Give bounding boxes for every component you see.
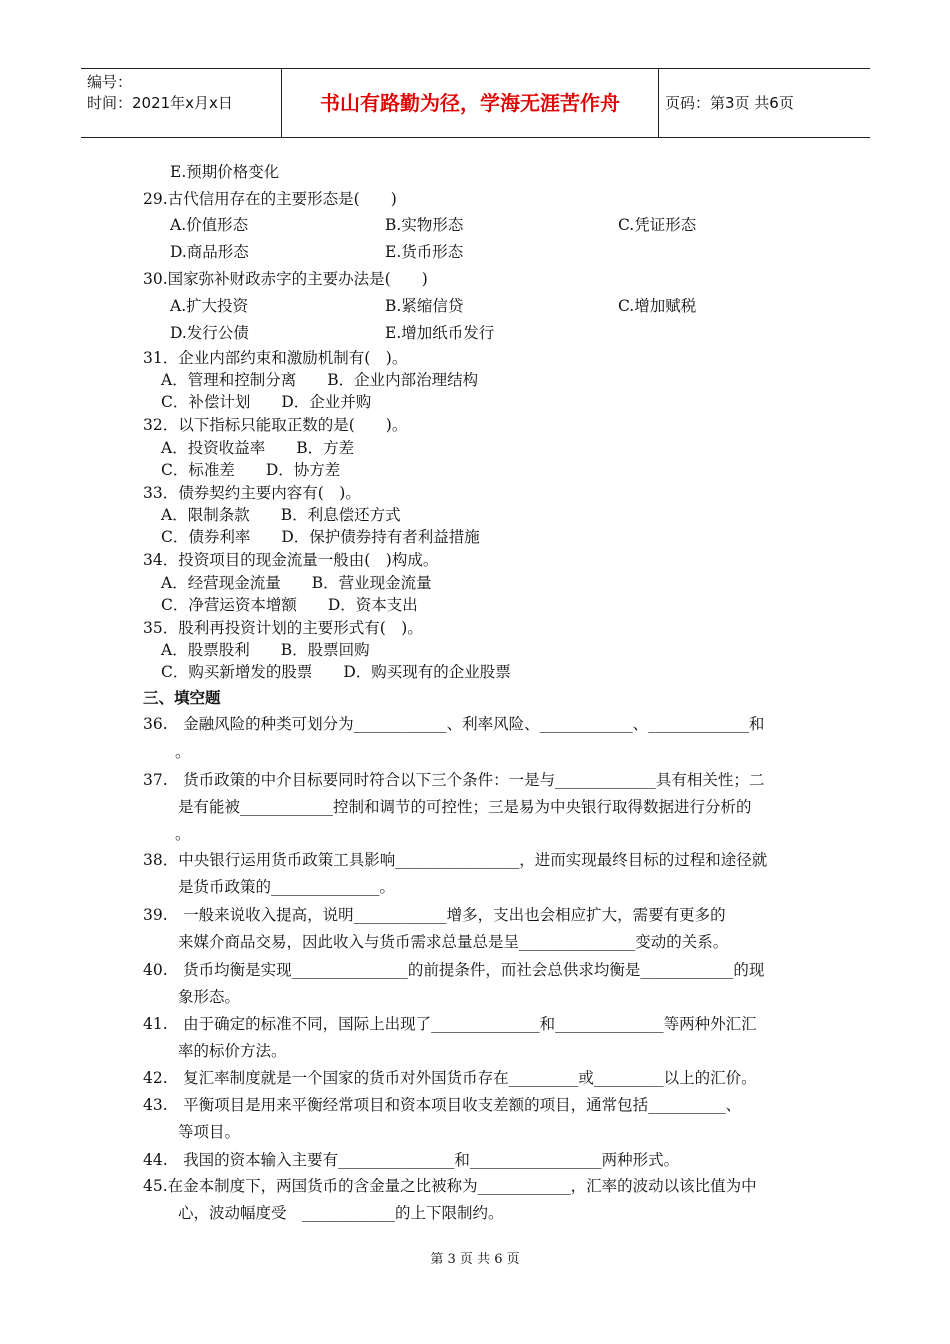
text-line: A．投资收益率 B．方差	[161, 439, 355, 457]
text-line: 心，波动幅度受 ____________的上下限制约。	[178, 1204, 504, 1222]
text-line: 29.古代信用存在的主要形态是( )	[143, 190, 397, 208]
text-line: 34．投资项目的现金流量一般由( )构成。	[143, 551, 439, 569]
text-line: 35．股利再投资计划的主要形式有( )。	[143, 619, 423, 637]
text-line: 。	[175, 825, 191, 843]
text-line: A．股票股利 B．股票回购	[161, 641, 370, 659]
text-line: 42. 复汇率制度就是一个国家的货币对外国货币存在_________或_________以上的汇价。	[143, 1069, 757, 1087]
text-line: C．补偿计划 D．企业并购	[161, 393, 372, 411]
text-line: C．债券利率 D．保护债券持有者利益措施	[161, 528, 480, 546]
text-line: C．购买新增发的股票 D．购买现有的企业股票	[161, 663, 511, 681]
text-line: 率的标价方法。	[178, 1042, 287, 1060]
text-line: 44. 我国的资本输入主要有_______________和_________________两种形式。	[143, 1151, 680, 1169]
text-line: 是货币政策的______________。	[178, 878, 396, 896]
text-line: 45.在金本制度下，两国货币的含金量之比被称为____________，汇率的波动以该比值为中	[143, 1177, 757, 1195]
text-line: 38．中央银行运用货币政策工具影响________________，进而实现最终目标的过程和途径就	[143, 851, 768, 869]
text-line: A.扩大投资	[170, 297, 249, 315]
text-line: A.价值形态	[170, 216, 249, 234]
text-line: 32．以下指标只能取正数的是( )。	[143, 416, 408, 434]
text-line: 33．债券契约主要内容有( )。	[143, 484, 361, 502]
text-line: D.商品形态	[170, 243, 249, 261]
text-line: 36. 金融风险的种类可划分为____________、利率风险、____________、_____________和	[143, 715, 765, 733]
text-line: C．标准差 D．协方差	[161, 461, 341, 479]
text-line: 41. 由于确定的标准不同，国际上出现了______________和______________等两种外汇汇	[143, 1015, 757, 1033]
text-line: C.凭证形态	[618, 216, 697, 234]
text-line: C.增加赋税	[618, 297, 697, 315]
text-line: 等项目。	[178, 1123, 241, 1141]
text-line: 30.国家弥补财政赤字的主要办法是( )	[143, 270, 428, 288]
header-meta	[81, 69, 282, 137]
text-line: 39. 一般来说收入提高，说明____________增多，支出也会相应扩大，需要有更多的	[143, 906, 726, 924]
text-line: A．经营现金流量 B．营业现金流量	[161, 574, 432, 592]
text-line: D.发行公债	[170, 324, 249, 342]
text-line: C．净营运资本增额 D．资本支出	[161, 596, 418, 614]
text-line: E.货币形态	[385, 243, 464, 261]
text-line: 来媒介商品交易，因此收入与货币需求总量总是呈_______________变动的关系。	[178, 933, 729, 951]
text-line: E.增加纸币发行	[385, 324, 495, 342]
header-motto: 书山有路勤为径，学海无涯苦作舟	[282, 69, 659, 137]
section-heading: 三、填空题	[143, 689, 221, 707]
header-page-label: 页码：第3页 共6页	[665, 94, 794, 112]
text-line: 31．企业内部约束和激励机制有( )。	[143, 349, 408, 367]
text-line: 象形态。	[178, 988, 241, 1006]
text-line: B.紧缩信贷	[385, 297, 464, 315]
text-line: A．限制条款 B．利息偿还方式	[161, 506, 401, 524]
text-line: A．管理和控制分离 B．企业内部治理结构	[161, 371, 479, 389]
text-line: 。	[175, 743, 191, 761]
page-header	[81, 68, 870, 138]
text-line: 40. 货币均衡是实现_______________的前提条件，而社会总供求均衡是____________的现	[143, 961, 765, 979]
text-line: E.预期价格变化	[170, 163, 280, 181]
date-label: 时间：2021年x月x日	[87, 94, 233, 112]
text-line: 43. 平衡项目是用来平衡经常项目和资本项目收支差额的项目，通常包括__________、	[143, 1096, 742, 1114]
text-line: 37. 货币政策的中介目标要同时符合以下三个条件：一是与_____________具有相关性；二	[143, 771, 765, 789]
text-line: B.实物形态	[385, 216, 464, 234]
page-footer: 第 3 页 共 6 页	[430, 1252, 520, 1267]
serial-label: 编号：	[87, 73, 133, 91]
text-line: 是有能被____________控制和调节的可控性；三是易为中央银行取得数据进行分析的	[178, 798, 752, 816]
